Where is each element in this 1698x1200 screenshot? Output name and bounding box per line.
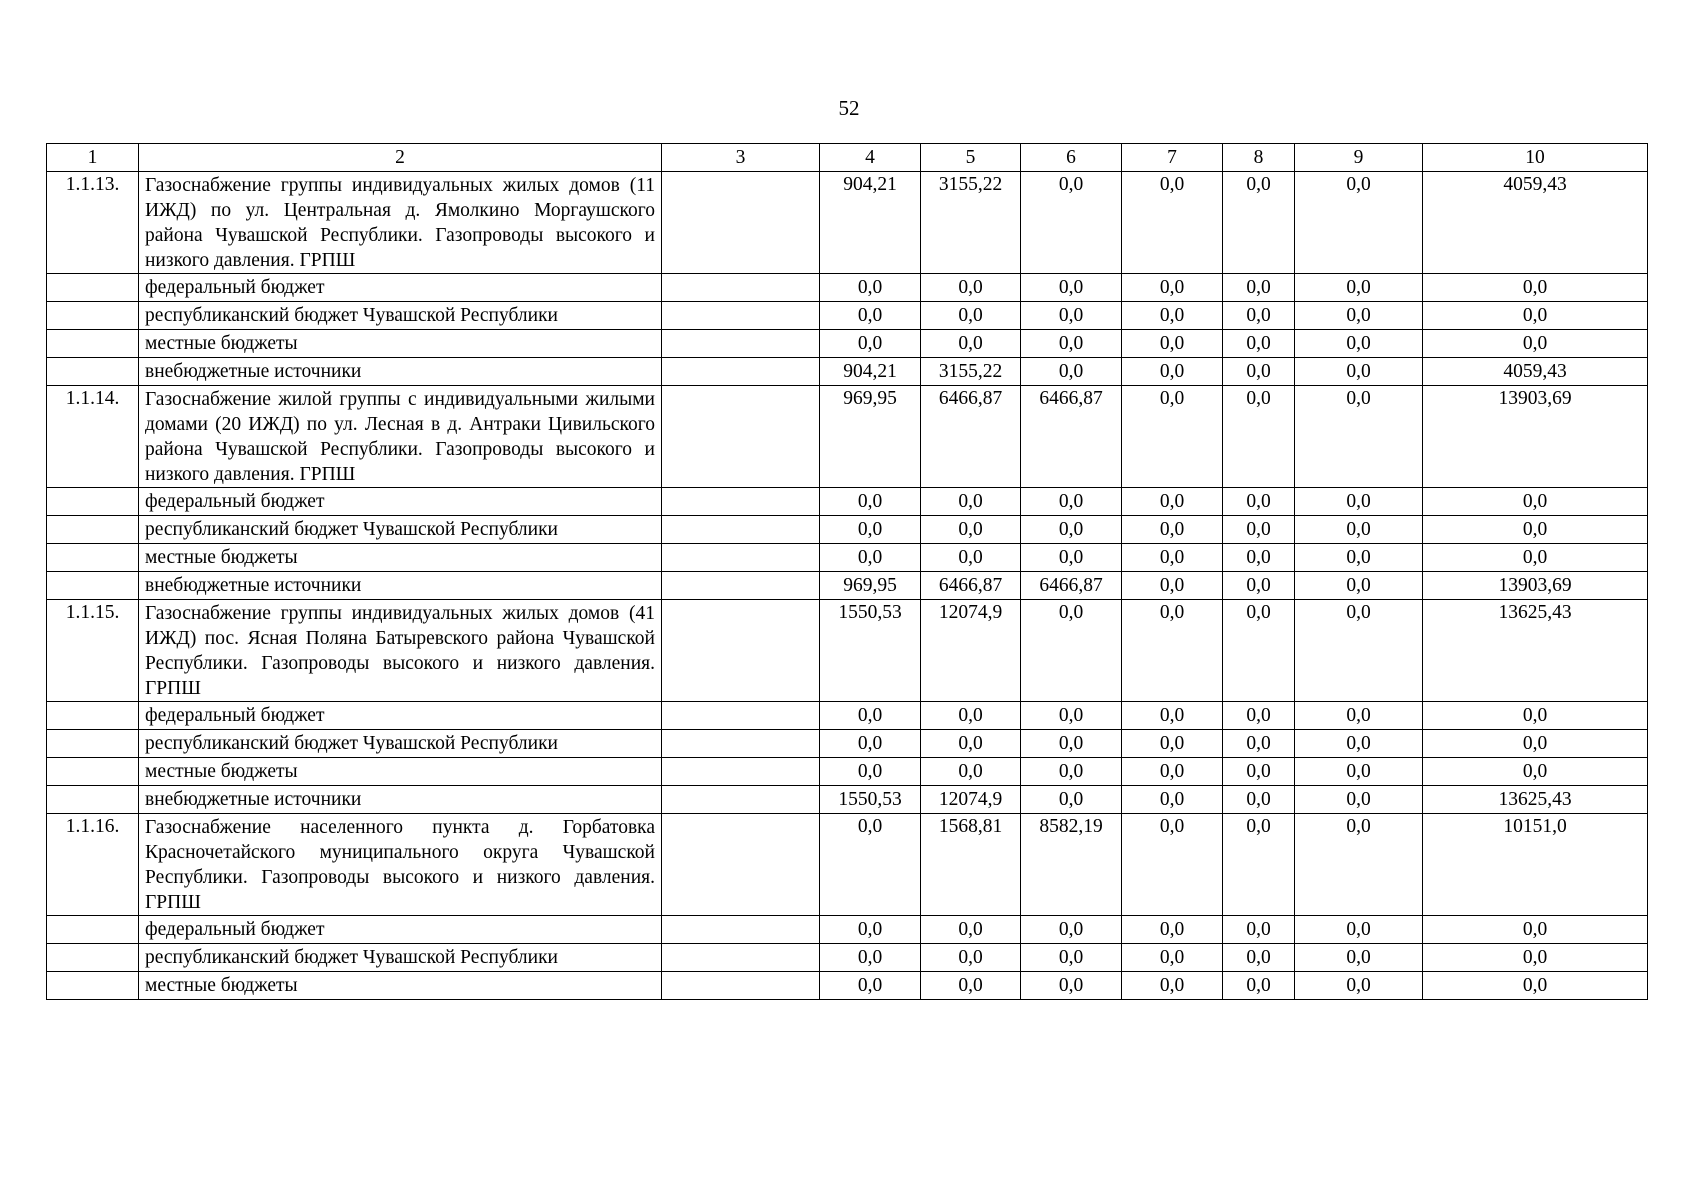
measure-value: 0,0 <box>1295 814 1423 916</box>
funding-source-value: 0,0 <box>1423 330 1648 358</box>
funding-source-value: 0,0 <box>1423 944 1648 972</box>
funding-source-value: 0,0 <box>1223 544 1295 572</box>
column-number: 1 <box>47 144 139 172</box>
funding-source-value: 0,0 <box>921 488 1021 516</box>
funding-source-value: 0,0 <box>1021 758 1122 786</box>
measure-column-3 <box>662 386 820 488</box>
funding-source-row <box>47 544 1648 572</box>
funding-source-value: 0,0 <box>1223 358 1295 386</box>
measure-description: Газоснабжение группы индивидуальных жилых домов (41 ИЖД) пос. Ясная Поляна Батыревского района Чувашской Республики. Газопроводы высокого и низкого давления. ГРПШ <box>139 600 662 702</box>
funding-source-value: 0,0 <box>921 972 1021 1000</box>
funding-source-value: 0,0 <box>921 944 1021 972</box>
measure-value: 0,0 <box>1223 386 1295 488</box>
funding-source-value: 0,0 <box>1295 488 1423 516</box>
funding-source-row <box>47 702 1648 730</box>
funding-source-code <box>47 330 139 358</box>
funding-source-row <box>47 730 1648 758</box>
funding-source-value: 0,0 <box>1423 516 1648 544</box>
funding-source-label: республиканский бюджет Чувашской Республики <box>139 944 662 972</box>
funding-source-column-3 <box>662 572 820 600</box>
funding-source-value: 0,0 <box>1122 516 1223 544</box>
funding-source-column-3 <box>662 702 820 730</box>
budget-table <box>46 143 1648 1000</box>
measure-value: 1568,81 <box>921 814 1021 916</box>
funding-source-value: 0,0 <box>820 702 921 730</box>
funding-source-value: 0,0 <box>921 544 1021 572</box>
funding-source-value: 0,0 <box>1122 786 1223 814</box>
funding-source-value: 0,0 <box>1223 516 1295 544</box>
funding-source-value: 0,0 <box>820 916 921 944</box>
funding-source-value: 0,0 <box>1021 972 1122 1000</box>
funding-source-value: 0,0 <box>1021 516 1122 544</box>
measure-row <box>47 386 1648 488</box>
measure-column-3 <box>662 814 820 916</box>
column-number: 5 <box>921 144 1021 172</box>
funding-source-value: 0,0 <box>1295 944 1423 972</box>
measure-row <box>47 172 1648 274</box>
funding-source-column-3 <box>662 972 820 1000</box>
funding-source-value: 0,0 <box>921 330 1021 358</box>
funding-source-value: 0,0 <box>820 730 921 758</box>
funding-source-value: 0,0 <box>1423 274 1648 302</box>
funding-source-code <box>47 972 139 1000</box>
funding-source-value: 0,0 <box>1223 730 1295 758</box>
funding-source-label: внебюджетные источники <box>139 572 662 600</box>
funding-source-value: 0,0 <box>820 944 921 972</box>
measure-value: 969,95 <box>820 386 921 488</box>
funding-source-value: 0,0 <box>1295 758 1423 786</box>
funding-source-value: 904,21 <box>820 358 921 386</box>
funding-source-label: местные бюджеты <box>139 972 662 1000</box>
measure-value: 0,0 <box>1021 600 1122 702</box>
funding-source-row <box>47 516 1648 544</box>
funding-source-value: 0,0 <box>921 516 1021 544</box>
measure-value: 8582,19 <box>1021 814 1122 916</box>
funding-source-value: 0,0 <box>820 302 921 330</box>
funding-source-value: 0,0 <box>820 488 921 516</box>
measure-description: Газоснабжение жилой группы с индивидуальными жилыми домами (20 ИЖД) по ул. Лесная в д. Антраки Цивильского района Чувашской Республики. Газопроводы высокого и низкого давления. ГРПШ <box>139 386 662 488</box>
measure-value: 12074,9 <box>921 600 1021 702</box>
funding-source-value: 0,0 <box>1295 544 1423 572</box>
funding-source-value: 0,0 <box>921 730 1021 758</box>
funding-source-row <box>47 488 1648 516</box>
column-number: 10 <box>1423 144 1648 172</box>
funding-source-value: 13625,43 <box>1423 786 1648 814</box>
measure-description: Газоснабжение населенного пункта д. Горбатовка Красночетайского муниципального округа Чувашской Республики. Газопроводы высокого и низкого давления. ГРПШ <box>139 814 662 916</box>
measure-column-3 <box>662 600 820 702</box>
funding-source-value: 0,0 <box>820 544 921 572</box>
measure-value: 0,0 <box>1122 814 1223 916</box>
funding-source-value: 0,0 <box>1295 358 1423 386</box>
funding-source-row <box>47 972 1648 1000</box>
funding-source-value: 0,0 <box>1423 702 1648 730</box>
funding-source-value: 0,0 <box>1122 730 1223 758</box>
funding-source-value: 0,0 <box>1295 786 1423 814</box>
measure-column-3 <box>662 172 820 274</box>
funding-source-label: местные бюджеты <box>139 758 662 786</box>
funding-source-value: 0,0 <box>1021 730 1122 758</box>
measure-value: 13625,43 <box>1423 600 1648 702</box>
funding-source-value: 0,0 <box>1122 944 1223 972</box>
funding-source-value: 0,0 <box>820 274 921 302</box>
funding-source-value: 0,0 <box>1122 916 1223 944</box>
funding-source-code <box>47 516 139 544</box>
funding-source-code <box>47 758 139 786</box>
funding-source-column-3 <box>662 944 820 972</box>
funding-source-code <box>47 302 139 330</box>
funding-source-value: 0,0 <box>1423 488 1648 516</box>
funding-source-column-3 <box>662 544 820 572</box>
funding-source-code <box>47 488 139 516</box>
funding-source-value: 0,0 <box>1021 544 1122 572</box>
measure-value: 0,0 <box>1021 172 1122 274</box>
table-body <box>47 144 1648 1000</box>
funding-source-value: 0,0 <box>1423 916 1648 944</box>
funding-source-label: федеральный бюджет <box>139 916 662 944</box>
funding-source-value: 0,0 <box>1295 516 1423 544</box>
funding-source-value: 0,0 <box>1295 916 1423 944</box>
funding-source-value: 0,0 <box>1122 274 1223 302</box>
measure-value: 10151,0 <box>1423 814 1648 916</box>
funding-source-value: 0,0 <box>1122 972 1223 1000</box>
measure-row <box>47 814 1648 916</box>
funding-source-value: 0,0 <box>1021 302 1122 330</box>
funding-source-value: 0,0 <box>1021 916 1122 944</box>
funding-source-value: 0,0 <box>1021 944 1122 972</box>
funding-source-value: 0,0 <box>1122 702 1223 730</box>
column-number: 4 <box>820 144 921 172</box>
column-number: 8 <box>1223 144 1295 172</box>
funding-source-value: 0,0 <box>1223 972 1295 1000</box>
funding-source-column-3 <box>662 916 820 944</box>
funding-source-value: 0,0 <box>1223 488 1295 516</box>
funding-source-value: 0,0 <box>820 330 921 358</box>
funding-source-value: 1550,53 <box>820 786 921 814</box>
column-number: 2 <box>139 144 662 172</box>
measure-value: 6466,87 <box>1021 386 1122 488</box>
funding-source-value: 0,0 <box>1295 330 1423 358</box>
measure-value: 3155,22 <box>921 172 1021 274</box>
measure-value: 0,0 <box>1223 600 1295 702</box>
measure-value: 0,0 <box>1122 172 1223 274</box>
column-number-row <box>47 144 1648 172</box>
funding-source-value: 0,0 <box>1223 302 1295 330</box>
funding-source-label: федеральный бюджет <box>139 274 662 302</box>
funding-source-value: 0,0 <box>1223 758 1295 786</box>
funding-source-value: 0,0 <box>1223 330 1295 358</box>
funding-source-column-3 <box>662 330 820 358</box>
funding-source-code <box>47 274 139 302</box>
funding-source-value: 0,0 <box>1122 302 1223 330</box>
funding-source-value: 0,0 <box>1295 302 1423 330</box>
measure-code: 1.1.15. <box>47 600 139 702</box>
funding-source-value: 0,0 <box>1223 786 1295 814</box>
funding-source-code <box>47 544 139 572</box>
funding-source-label: местные бюджеты <box>139 544 662 572</box>
funding-source-value: 0,0 <box>1423 972 1648 1000</box>
funding-source-value: 0,0 <box>1122 488 1223 516</box>
funding-source-value: 0,0 <box>1122 544 1223 572</box>
funding-source-value: 0,0 <box>1021 274 1122 302</box>
funding-source-code <box>47 916 139 944</box>
funding-source-value: 0,0 <box>1295 572 1423 600</box>
funding-source-code <box>47 702 139 730</box>
funding-source-value: 0,0 <box>921 758 1021 786</box>
measure-code: 1.1.16. <box>47 814 139 916</box>
measure-description: Газоснабжение группы индивидуальных жилых домов (11 ИЖД) по ул. Центральная д. Ямолкино Моргаушского района Чувашской Республики. Газопроводы высокого и низкого давления. ГРПШ <box>139 172 662 274</box>
funding-source-value: 0,0 <box>1122 572 1223 600</box>
funding-source-value: 0,0 <box>1122 358 1223 386</box>
column-number: 7 <box>1122 144 1223 172</box>
measure-value: 4059,43 <box>1423 172 1648 274</box>
measure-value: 904,21 <box>820 172 921 274</box>
funding-source-value: 0,0 <box>1021 786 1122 814</box>
measure-value: 1550,53 <box>820 600 921 702</box>
measure-value: 13903,69 <box>1423 386 1648 488</box>
funding-source-label: республиканский бюджет Чувашской Республики <box>139 302 662 330</box>
funding-source-label: местные бюджеты <box>139 330 662 358</box>
funding-source-value: 0,0 <box>921 916 1021 944</box>
funding-source-value: 13903,69 <box>1423 572 1648 600</box>
funding-source-value: 3155,22 <box>921 358 1021 386</box>
funding-source-row <box>47 302 1648 330</box>
funding-source-value: 0,0 <box>1223 702 1295 730</box>
measure-value: 0,0 <box>1122 600 1223 702</box>
funding-source-value: 0,0 <box>1423 730 1648 758</box>
measure-value: 0,0 <box>1295 600 1423 702</box>
funding-source-value: 969,95 <box>820 572 921 600</box>
column-number: 9 <box>1295 144 1423 172</box>
funding-source-value: 0,0 <box>1423 758 1648 786</box>
funding-source-row <box>47 758 1648 786</box>
funding-source-column-3 <box>662 730 820 758</box>
measure-value: 0,0 <box>820 814 921 916</box>
funding-source-value: 0,0 <box>1423 302 1648 330</box>
funding-source-label: федеральный бюджет <box>139 488 662 516</box>
funding-source-value: 12074,9 <box>921 786 1021 814</box>
funding-source-column-3 <box>662 274 820 302</box>
funding-source-value: 0,0 <box>1021 358 1122 386</box>
funding-source-value: 0,0 <box>1223 274 1295 302</box>
funding-source-value: 0,0 <box>1021 488 1122 516</box>
funding-source-value: 0,0 <box>1122 330 1223 358</box>
measure-value: 0,0 <box>1223 172 1295 274</box>
funding-source-value: 0,0 <box>921 302 1021 330</box>
funding-source-value: 0,0 <box>1423 544 1648 572</box>
funding-source-code <box>47 730 139 758</box>
measure-value: 0,0 <box>1295 386 1423 488</box>
funding-source-value: 0,0 <box>1021 330 1122 358</box>
funding-source-row <box>47 274 1648 302</box>
funding-source-value: 0,0 <box>1295 274 1423 302</box>
funding-source-column-3 <box>662 758 820 786</box>
funding-source-row <box>47 330 1648 358</box>
column-number: 6 <box>1021 144 1122 172</box>
funding-source-column-3 <box>662 516 820 544</box>
measure-value: 0,0 <box>1295 172 1423 274</box>
funding-source-column-3 <box>662 786 820 814</box>
funding-source-value: 0,0 <box>820 758 921 786</box>
funding-source-label: республиканский бюджет Чувашской Республики <box>139 516 662 544</box>
funding-source-value: 0,0 <box>1295 972 1423 1000</box>
funding-source-row <box>47 916 1648 944</box>
funding-source-row <box>47 572 1648 600</box>
funding-source-value: 0,0 <box>1021 702 1122 730</box>
funding-source-value: 4059,43 <box>1423 358 1648 386</box>
funding-source-column-3 <box>662 358 820 386</box>
measure-value: 6466,87 <box>921 386 1021 488</box>
funding-source-row <box>47 786 1648 814</box>
funding-source-value: 0,0 <box>1223 572 1295 600</box>
funding-source-value: 0,0 <box>1223 916 1295 944</box>
funding-source-label: внебюджетные источники <box>139 358 662 386</box>
funding-source-code <box>47 786 139 814</box>
funding-source-column-3 <box>662 302 820 330</box>
funding-source-code <box>47 358 139 386</box>
funding-source-value: 0,0 <box>1295 730 1423 758</box>
funding-source-row <box>47 944 1648 972</box>
funding-source-label: внебюджетные источники <box>139 786 662 814</box>
funding-source-label: федеральный бюджет <box>139 702 662 730</box>
measure-value: 0,0 <box>1223 814 1295 916</box>
column-number: 3 <box>662 144 820 172</box>
funding-source-code <box>47 944 139 972</box>
funding-source-value: 6466,87 <box>1021 572 1122 600</box>
funding-source-value: 0,0 <box>1223 944 1295 972</box>
funding-source-value: 6466,87 <box>921 572 1021 600</box>
page-number: 52 <box>838 96 860 120</box>
funding-source-label: республиканский бюджет Чувашской Республики <box>139 730 662 758</box>
funding-source-value: 0,0 <box>820 972 921 1000</box>
funding-source-value: 0,0 <box>820 516 921 544</box>
measure-row <box>47 600 1648 702</box>
funding-source-code <box>47 572 139 600</box>
funding-source-value: 0,0 <box>1122 758 1223 786</box>
funding-source-row <box>47 358 1648 386</box>
funding-source-column-3 <box>662 488 820 516</box>
funding-source-value: 0,0 <box>1295 702 1423 730</box>
funding-source-value: 0,0 <box>921 702 1021 730</box>
measure-code: 1.1.13. <box>47 172 139 274</box>
funding-source-value: 0,0 <box>921 274 1021 302</box>
measure-value: 0,0 <box>1122 386 1223 488</box>
measure-code: 1.1.14. <box>47 386 139 488</box>
